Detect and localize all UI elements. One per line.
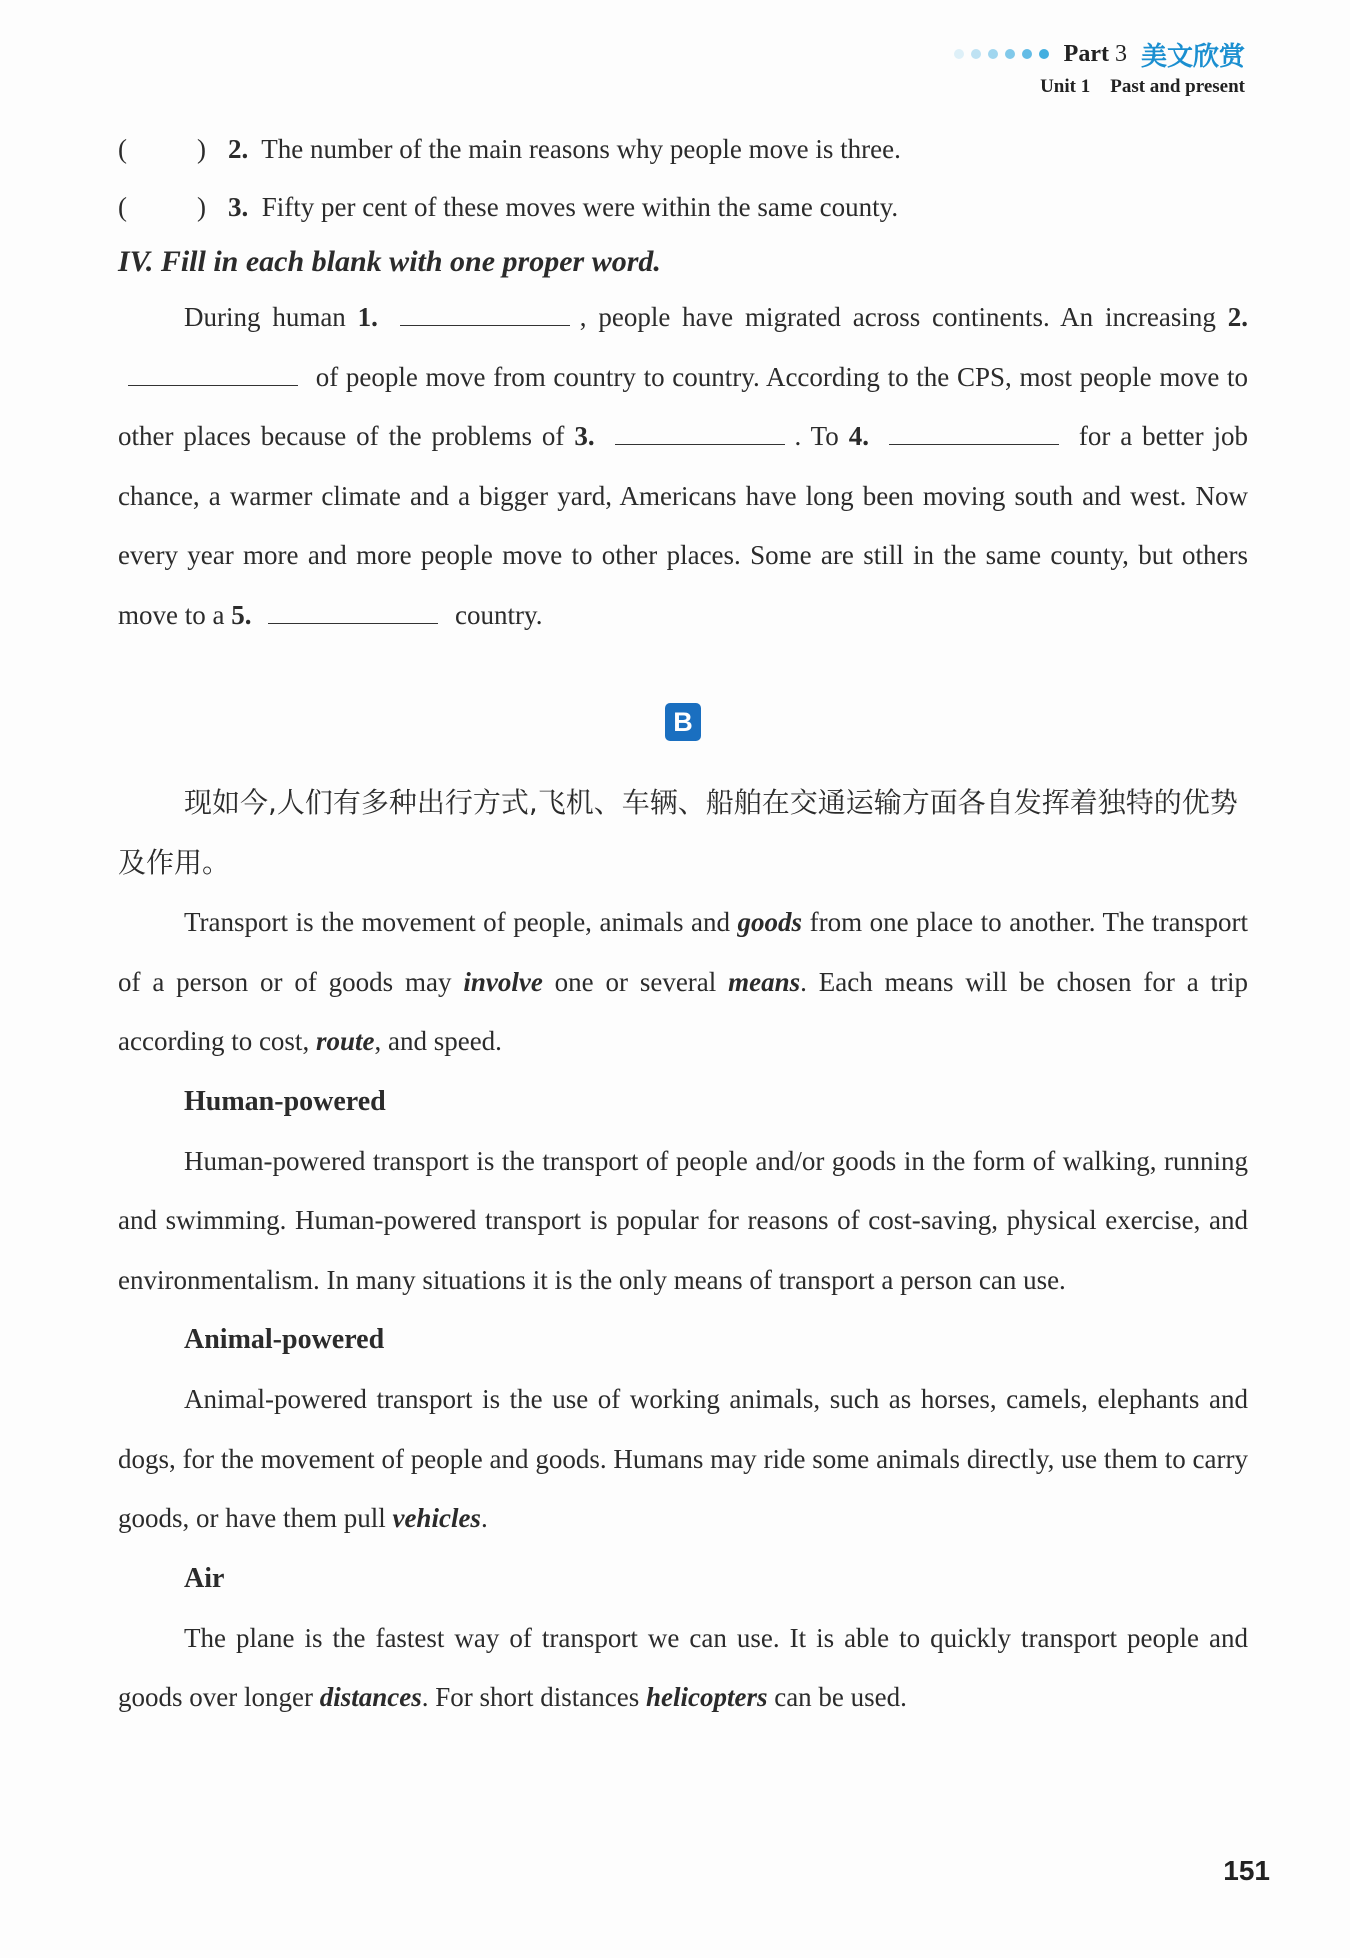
- keyword: vehicles: [392, 1503, 481, 1533]
- unit-title: Past and present: [1110, 76, 1245, 97]
- question-number: 3.: [228, 192, 249, 222]
- subheading-animal-powered: Animal-powered: [184, 1324, 385, 1355]
- dot-icon: [988, 49, 998, 59]
- air-paragraph: The plane is the fastest way of transport we can use. It is able to quickly transport people and goods over longer distances. For short distances helicopters can be used.: [118, 1622, 1248, 1712]
- dot-icon: [1022, 49, 1032, 59]
- section-iv-heading: IV. Fill in each blank with one proper word.: [118, 245, 661, 278]
- page-number: 151: [1223, 1855, 1270, 1886]
- question-text: Fifty per cent of these moves were within the same county.: [261, 192, 899, 222]
- blank-number: 3.: [574, 421, 595, 451]
- keyword: involve: [463, 966, 543, 997]
- keyword: helicopters: [645, 1682, 768, 1712]
- intro-chinese: 现如今,人们有多种出行方式,飞机、车辆、船舶在交通运输方面各自发挥着独特的优势及作用。: [118, 786, 1238, 879]
- blank-2[interactable]: [128, 359, 298, 386]
- transport-intro-paragraph: Transport is the movement of people, animals and goods from one place to another. The transport of a person or of goods may involve one or several means. Each means will be chosen for a trip according to cost, route, and speed.: [118, 907, 1249, 1056]
- animal-powered-paragraph: Animal-powered transport is the use of working animals, such as horses, camels, elephants and dogs, for the movement of people and goods. Humans may ride some animals directly, use them to carry goods, or have them pull vehicles.: [118, 1384, 1248, 1533]
- judgement-item: [118, 178, 1248, 236]
- blank-1[interactable]: [400, 299, 570, 326]
- keyword: route: [315, 1026, 375, 1056]
- subheading-human-powered: Human-powered: [184, 1085, 386, 1117]
- fill-blank-paragraph: During human 1. , people have migrated across continents. An increasing 2. of people move from country to country. According to the CPS, most people move to other places because of the problems of 3. . To 4. for a better job chance, a warmer climate and a bigger yard, Americans have long been moving south and west. Now every year more and more people move to other places. Some are still in the same county, but others move to a 5. country.: [118, 288, 1248, 645]
- part-word: Part: [1063, 40, 1109, 67]
- keyword: goods: [737, 907, 803, 937]
- section-badge-wrap: [118, 703, 1248, 755]
- dot-icon: [971, 49, 981, 59]
- subheading-air: Air: [184, 1562, 225, 1594]
- dot-icon: [954, 49, 964, 59]
- header-line-part: [954, 36, 1245, 72]
- unit-label: Unit 1: [1040, 76, 1091, 97]
- part-label: [1064, 41, 1127, 68]
- question-number: 2.: [228, 134, 249, 164]
- answer-bracket[interactable]: ( ): [118, 192, 206, 222]
- answer-bracket[interactable]: ( ): [118, 134, 206, 164]
- blank-4[interactable]: [889, 418, 1059, 445]
- part-number: 3: [1114, 40, 1127, 67]
- header-dots-decoration: [954, 49, 1056, 59]
- header-line-unit: [954, 76, 1245, 98]
- section-b-badge: B: [665, 703, 701, 741]
- blank-number: 1.: [357, 302, 378, 332]
- page-content: [118, 120, 1248, 1728]
- blank-number: 5.: [231, 599, 252, 630]
- blank-number: 4.: [848, 421, 869, 451]
- blank-3[interactable]: [615, 418, 785, 445]
- page-header: [954, 36, 1245, 98]
- blank-number: 2.: [1227, 302, 1249, 332]
- dot-icon: [1005, 49, 1015, 59]
- human-powered-paragraph: Human-powered transport is the transport of people and/or goods in the form of walking, running and swimming. Human-powered transport is popular for reasons of cost-saving, physical exercise, and environmentalism. In many situations it is the only means of transport a person can use.: [118, 1145, 1248, 1295]
- dot-icon: [1039, 49, 1049, 59]
- keyword: distances: [319, 1682, 422, 1712]
- blank-5[interactable]: [268, 597, 438, 624]
- question-text: The number of the main reasons why people move is three.: [261, 134, 901, 164]
- section-title-cn: 美文欣赏: [1140, 41, 1245, 72]
- judgement-item: [118, 120, 1248, 178]
- keyword: means: [728, 966, 801, 997]
